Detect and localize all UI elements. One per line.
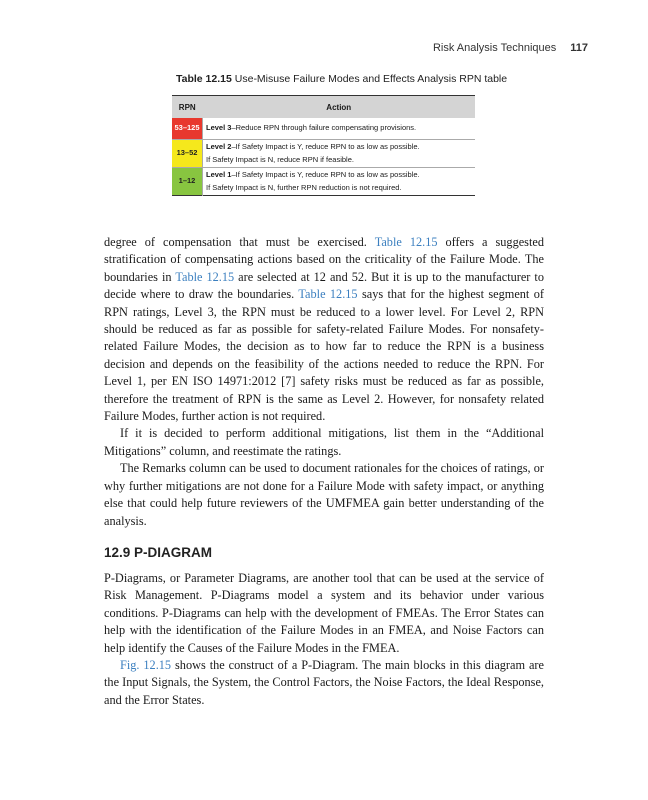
level-label: Level 1 — [206, 170, 232, 179]
action-text: If Safety Impact is N, reduce RPN if feasible. — [206, 154, 354, 164]
action-text: –If Safety Impact is Y, reduce RPN to as low as possible. — [231, 142, 420, 151]
paragraph: P-Diagrams, or Parameter Diagrams, are another tool that can be used at the service of Risk Management. P-Diagrams model a system and its behavior under various conditions. P-Diagrams can help with the development of FMEAs. The Error States can help with the identification of the Failure Modes in an FMEA, and Noise Factors can help identify the Causes of the Failure Modes in the FMEA. — [104, 571, 544, 655]
table-caption — [176, 73, 507, 85]
action-text: If Safety Impact is N, further RPN reduction is not required. — [206, 182, 402, 192]
table-label: Table 12.15 — [176, 73, 232, 85]
action-text: –If Safety Impact is Y, reduce RPN to as low as possible. — [231, 170, 420, 179]
rpn-range-cell: 13–52 — [172, 140, 203, 168]
table-header-row — [172, 96, 475, 119]
rpn-table — [172, 95, 475, 196]
section-heading: 12.9 P-DIAGRAM — [104, 545, 213, 560]
table-reference-link[interactable]: Table 12.15 — [175, 269, 235, 284]
paragraph: degree of compensation that must be exercised. Table 12.15 offers a suggested stratification of compensating actions based on the criticality of the Failure Mode. The boundaries in Table 12.15 are selected at 12 and 52. But it is up to the manufacturer to decide where to draw the boundaries. Table 12.15 says that for the highest segment of RPN ratings, Level 3, the RPN must be reduced to a lower level. For Level 2, RPN should be reduced as far as possible for safety-related Failure Modes. For nonsafety-related Failure Modes, the decision as to how far to reduce the RPN is a business decision and depends on the feasibility of the actions needed to reduce the RPN. For Level 1, per EN ISO 14971:2012 [7] safety risks must be reduced as far as possible, therefore the treatment of RPN is the same as Level 2. However, for nonsafety related Failure Modes, further action is not required. — [104, 235, 544, 424]
running-title: Risk Analysis Techniques — [432, 42, 557, 54]
body-text — [104, 234, 544, 530]
running-header — [433, 42, 588, 54]
rpn-column-header: RPN — [172, 96, 203, 119]
action-column-header: Action — [203, 96, 476, 119]
action-text: –Reduce RPN through failure compensating provisions. — [231, 123, 417, 133]
level-label: Level 2 — [206, 142, 232, 151]
page-number: 117 — [570, 42, 588, 54]
paragraph: If it is decided to perform additional mitigations, list them in the “Additional Mitigations” column, and reestimate the ratings. — [104, 426, 544, 458]
table-row-level-1 — [172, 168, 475, 196]
section-body-text — [104, 570, 544, 709]
action-cell — [203, 118, 476, 140]
table-title: Use-Misuse Failure Modes and Effects Analysis RPN table — [234, 73, 508, 85]
paragraph: The Remarks column can be used to document rationales for the choices of ratings, or why further mitigations are not done for a Failure Mode with safety impact, or anything else that could help future reviewers of the UMFMEA gain better understanding of the analysis. — [104, 461, 544, 528]
figure-reference-link[interactable]: Fig. 12.15 — [120, 658, 172, 673]
action-cell — [203, 140, 476, 168]
rpn-range-cell: 53–125 — [172, 118, 203, 140]
paragraph: Fig. 12.15 shows the construct of a P-Diagram. The main blocks in this diagram are the Input Signals, the System, the Control Factors, the Noise Factors, the Ideal Response, and the Error States. — [104, 658, 544, 707]
table-row-level-2 — [172, 140, 475, 168]
rpn-range-cell: 1–12 — [172, 168, 203, 196]
action-cell — [203, 168, 476, 196]
table-row-level-3 — [172, 118, 475, 140]
table-reference-link[interactable]: Table 12.15 — [298, 287, 358, 302]
level-label: Level 3 — [206, 123, 232, 133]
table-reference-link[interactable]: Table 12.15 — [374, 235, 438, 249]
